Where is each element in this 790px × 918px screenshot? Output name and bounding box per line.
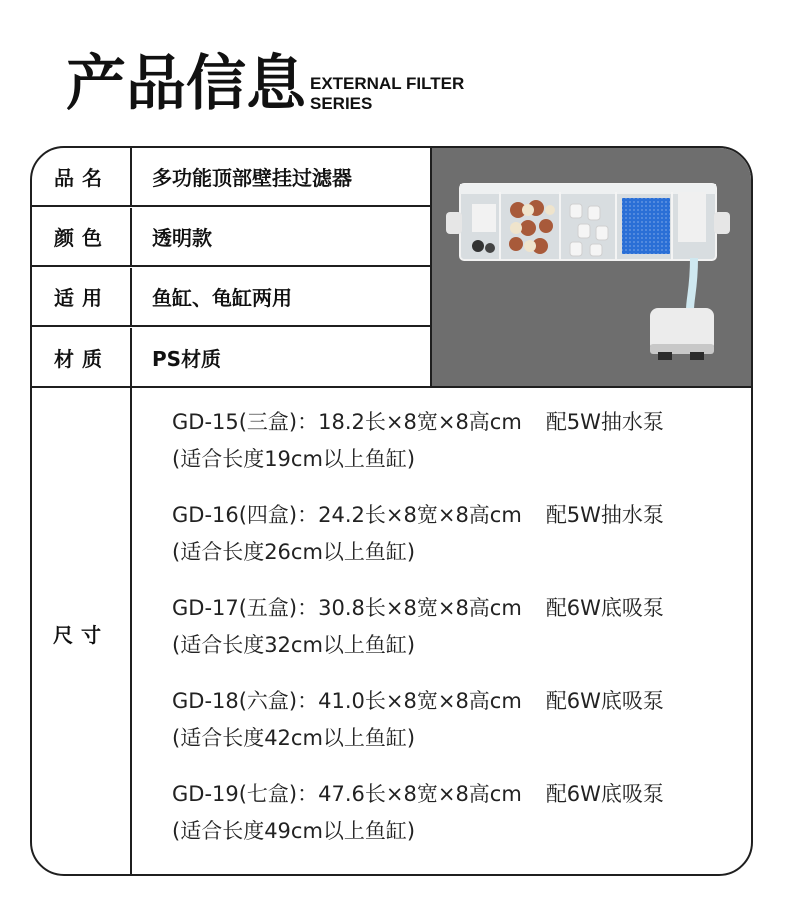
page-subtitle xyxy=(310,74,464,114)
size-item xyxy=(172,683,732,776)
size-item xyxy=(172,776,732,869)
row-material xyxy=(32,328,430,388)
size-note: (适合长度19cm以上鱼缸) xyxy=(172,447,416,471)
size-item xyxy=(172,404,732,497)
size-item xyxy=(172,497,732,590)
size-note: (适合长度42cm以上鱼缸) xyxy=(172,726,416,750)
product-photo xyxy=(430,148,753,388)
size-item xyxy=(172,590,732,683)
row-value: 鱼缸、龟缸两用 xyxy=(152,286,292,310)
row-name xyxy=(32,148,430,207)
filter-illustration xyxy=(432,148,753,386)
subtitle-line-2: SERIES xyxy=(310,94,373,113)
size-note: (适合长度26cm以上鱼缸) xyxy=(172,540,416,564)
size-label: 尺寸 xyxy=(53,622,109,647)
size-pump: 配5W抽水泵 xyxy=(545,503,664,527)
row-label: 材质 xyxy=(54,346,110,371)
size-model: GD-15(三盒)：18.2长×8宽×8高cm xyxy=(172,410,522,434)
row-label: 适用 xyxy=(54,286,110,310)
size-model: GD-18(六盒)：41.0长×8宽×8高cm xyxy=(172,689,522,713)
page-title: 产品信息 xyxy=(66,49,306,119)
row-label: 颜色 xyxy=(54,226,110,250)
size-note: (适合长度32cm以上鱼缸) xyxy=(172,633,416,657)
size-pump: 配6W底吸泵 xyxy=(545,782,664,806)
row-usage xyxy=(32,268,430,327)
size-list xyxy=(172,404,732,869)
size-pump: 配6W底吸泵 xyxy=(545,596,664,620)
size-pump: 配6W底吸泵 xyxy=(545,689,664,713)
row-value: 透明款 xyxy=(152,226,212,250)
size-model: GD-19(七盒)：47.6长×8宽×8高cm xyxy=(172,782,522,806)
size-note: (适合长度49cm以上鱼缸) xyxy=(172,819,416,843)
size-model: GD-17(五盒)：30.8长×8宽×8高cm xyxy=(172,596,522,620)
row-color xyxy=(32,208,430,267)
size-model: GD-16(四盒)：24.2长×8宽×8高cm xyxy=(172,503,522,527)
size-pump: 配5W抽水泵 xyxy=(545,410,664,434)
row-value: PS材质 xyxy=(152,346,222,371)
subtitle-line-1: EXTERNAL FILTER xyxy=(310,74,465,93)
product-info-table xyxy=(30,146,753,876)
row-label: 品名 xyxy=(54,166,110,190)
row-value: 多功能顶部壁挂过滤器 xyxy=(152,166,352,190)
